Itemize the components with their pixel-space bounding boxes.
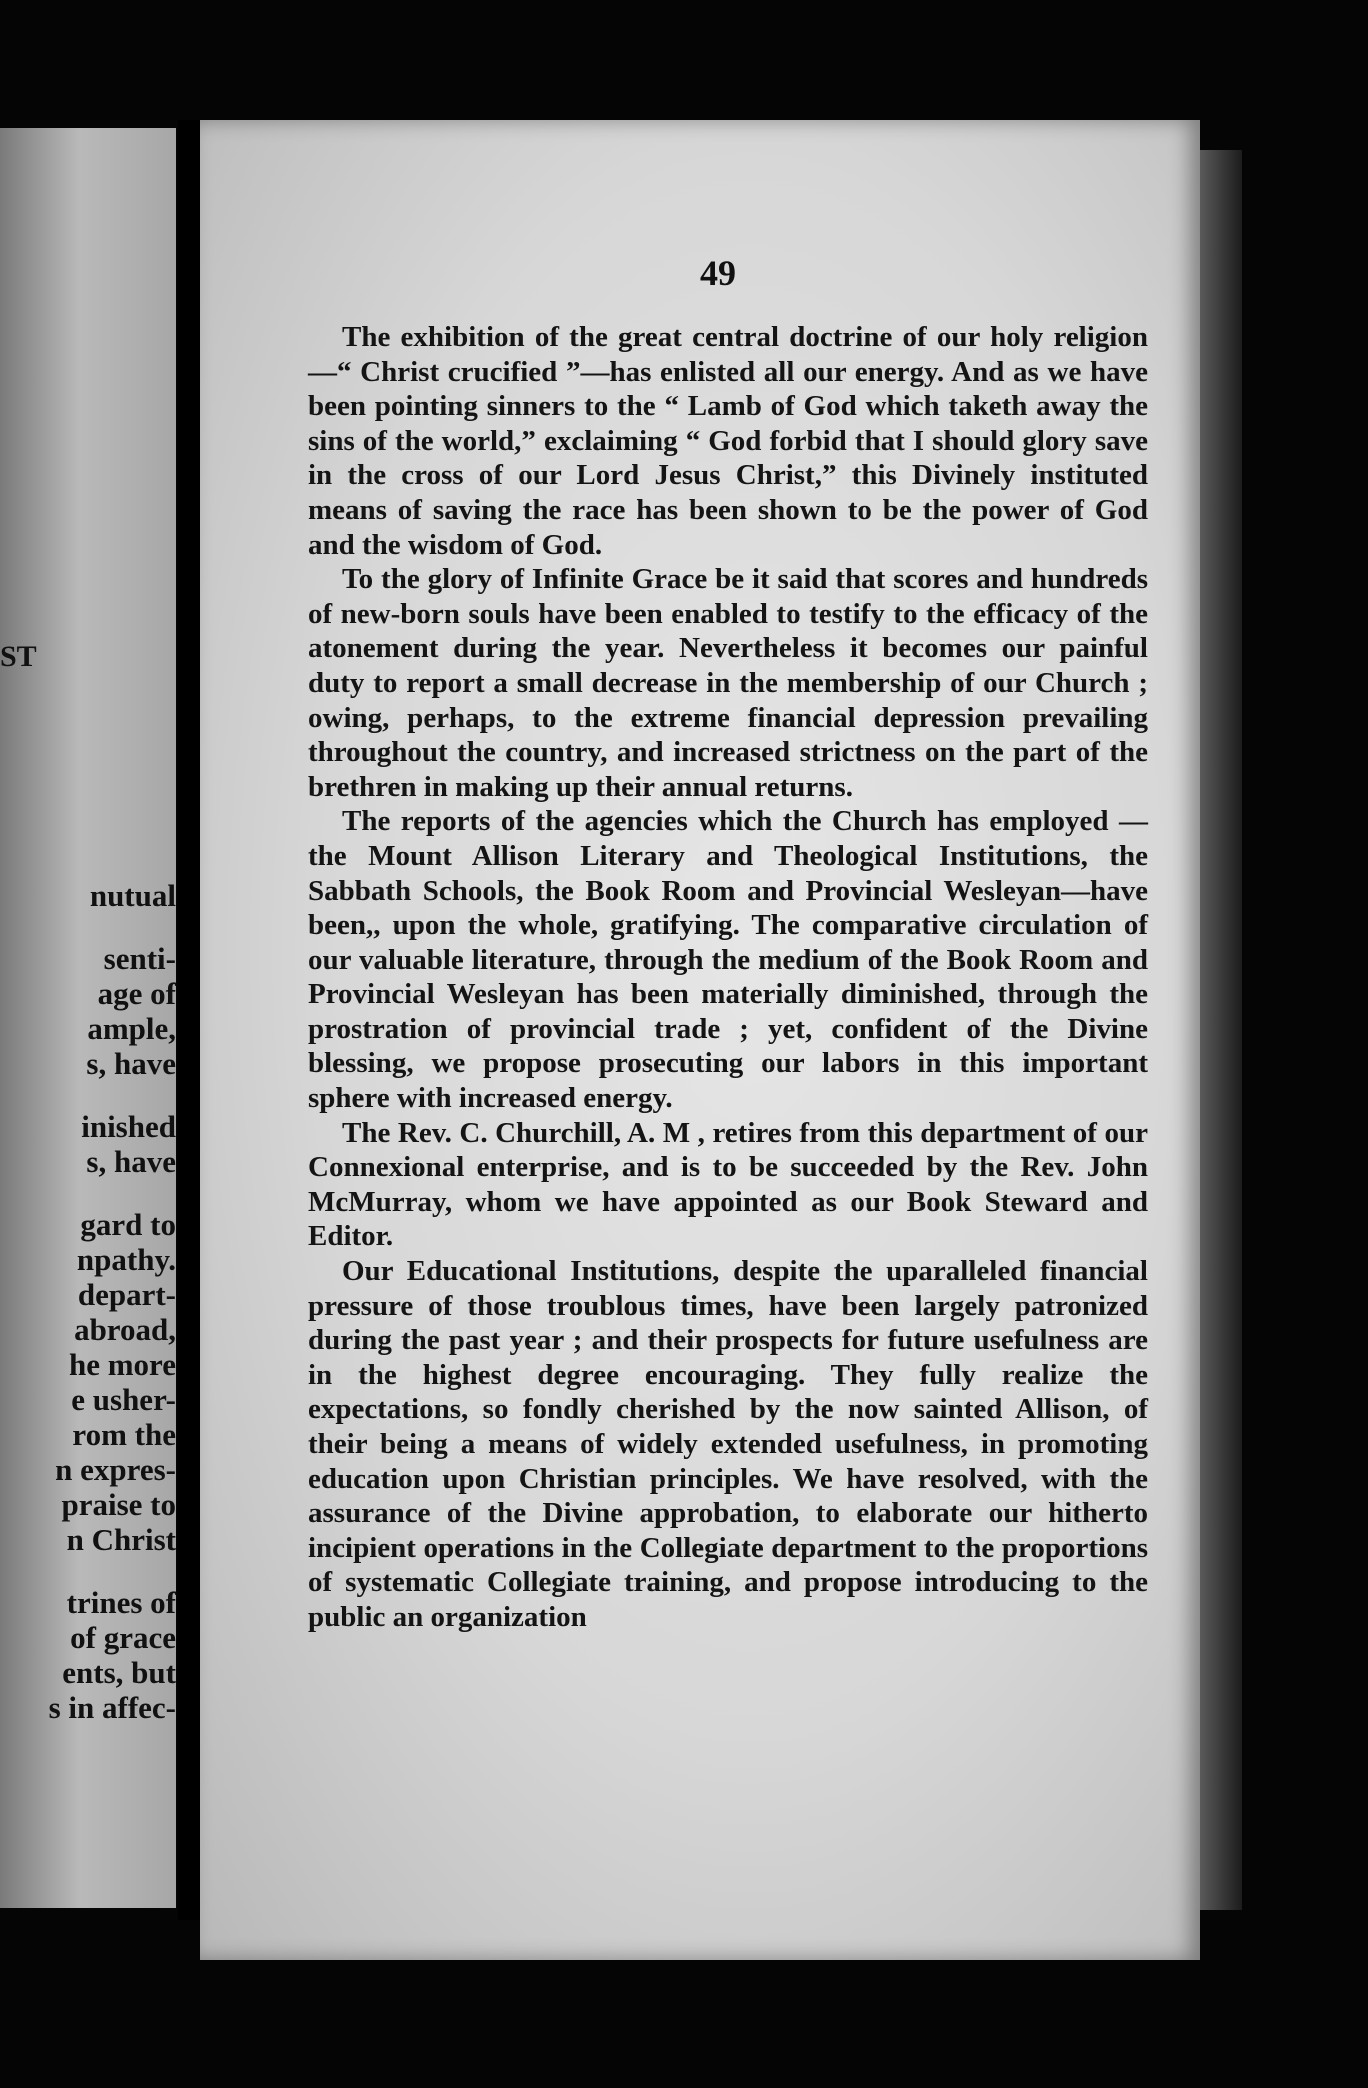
- facing-line: gard to: [80, 1207, 176, 1242]
- facing-line: ents, but: [62, 1655, 176, 1690]
- facing-line: n expres-: [55, 1452, 176, 1487]
- facing-line-gap: [0, 1179, 176, 1207]
- facing-page-fragment: [0, 128, 176, 1908]
- facing-line: rom the: [72, 1417, 176, 1452]
- facing-line: of grace: [70, 1620, 176, 1655]
- paragraph: The Rev. C. Churchill, A. M , retires from this department of our Connexional enterprise, and is to be succeeded by the Rev. John McMurray, whom we have appointed as our Book Steward and Editor.: [308, 1116, 1148, 1253]
- page-body: [308, 320, 1148, 1635]
- facing-line: npathy.: [76, 1242, 176, 1277]
- facing-line: he more: [68, 1347, 176, 1382]
- facing-line: inished: [81, 1109, 176, 1144]
- facing-line: nutual: [89, 878, 176, 913]
- facing-line: age of: [97, 976, 176, 1011]
- facing-line-gap: [0, 1081, 176, 1109]
- facing-line: s, have: [86, 1046, 176, 1081]
- page-edge: [1200, 150, 1242, 1910]
- facing-line-gap: [0, 1557, 176, 1585]
- facing-line: depart-: [77, 1277, 176, 1312]
- facing-line: trines of: [66, 1585, 176, 1620]
- page-number: 49: [700, 253, 736, 293]
- paragraph: Our Educational Institutions, despite the uparalleled financial pressure of those troublous times, have been largely patronized during the past year ; and their prospects for future usefulness are in the highest degree encouraging. They fully realize the expectations, so fondly cherished by the now sainted Allison, of their being a means of widely extended usefulness, in promoting education upon Christian principles. We have resolved, with the assurance of the Divine approbation, to elaborate our hitherto incipient operations in the Collegiate department to the proportions of systematic Collegiate training, and propose introducing to the public an organization: [308, 1255, 1148, 1633]
- book-gutter: [178, 120, 200, 1920]
- facing-line-gap: [0, 913, 176, 941]
- paragraph: To the glory of Infinite Grace be it said that scores and hundreds of new-born souls have been enabled to testify to the efficacy of the atonement during the year. Nevertheless it becomes our painful duty to report a small decrease in the membership of our Church ; owing, perhaps, to the extreme financial depression prevailing throughout the country, and increased strictness on the part of the brethren in making up their annual returns.: [308, 563, 1148, 803]
- facing-line: abroad,: [74, 1312, 176, 1347]
- facing-page-lines: [0, 878, 176, 1725]
- paragraph: The reports of the agencies which the Church has employed —the Mount Allison Literary and Theological Institutions, the Sabbath Schools, the Book Room and Provincial Wesleyan—have been,, upon the whole, gratifying. The comparative circulation of our valuable literature, through the medium of the Book Room and Provincial Wesleyan has been materially diminished, through the prostration of provincial trade ; yet, confident of the Divine blessing, we propose prosecuting our labors in this important sphere with increased energy.: [308, 805, 1148, 1115]
- facing-line: n Christ: [66, 1522, 176, 1557]
- facing-page-st: ST: [0, 640, 37, 673]
- facing-line: s, have: [86, 1144, 176, 1179]
- paragraph: The exhibition of the great central doctrine of our holy religion—“ Christ crucified ”—has enlisted all our energy. And as we have been pointing sinners to the “ Lamb of God which taketh away the sins of the world,” exclaiming “ God forbid that I should glory save in the cross of our Lord Jesus Christ,” this Divinely instituted means of saving the race has been shown to be the power of God and the wisdom of God.: [308, 321, 1148, 561]
- facing-line: senti-: [103, 941, 176, 976]
- facing-line: ample,: [87, 1011, 176, 1046]
- facing-line: s in affec-: [48, 1690, 176, 1725]
- facing-line: praise to: [61, 1487, 176, 1522]
- facing-line: e usher-: [71, 1382, 176, 1417]
